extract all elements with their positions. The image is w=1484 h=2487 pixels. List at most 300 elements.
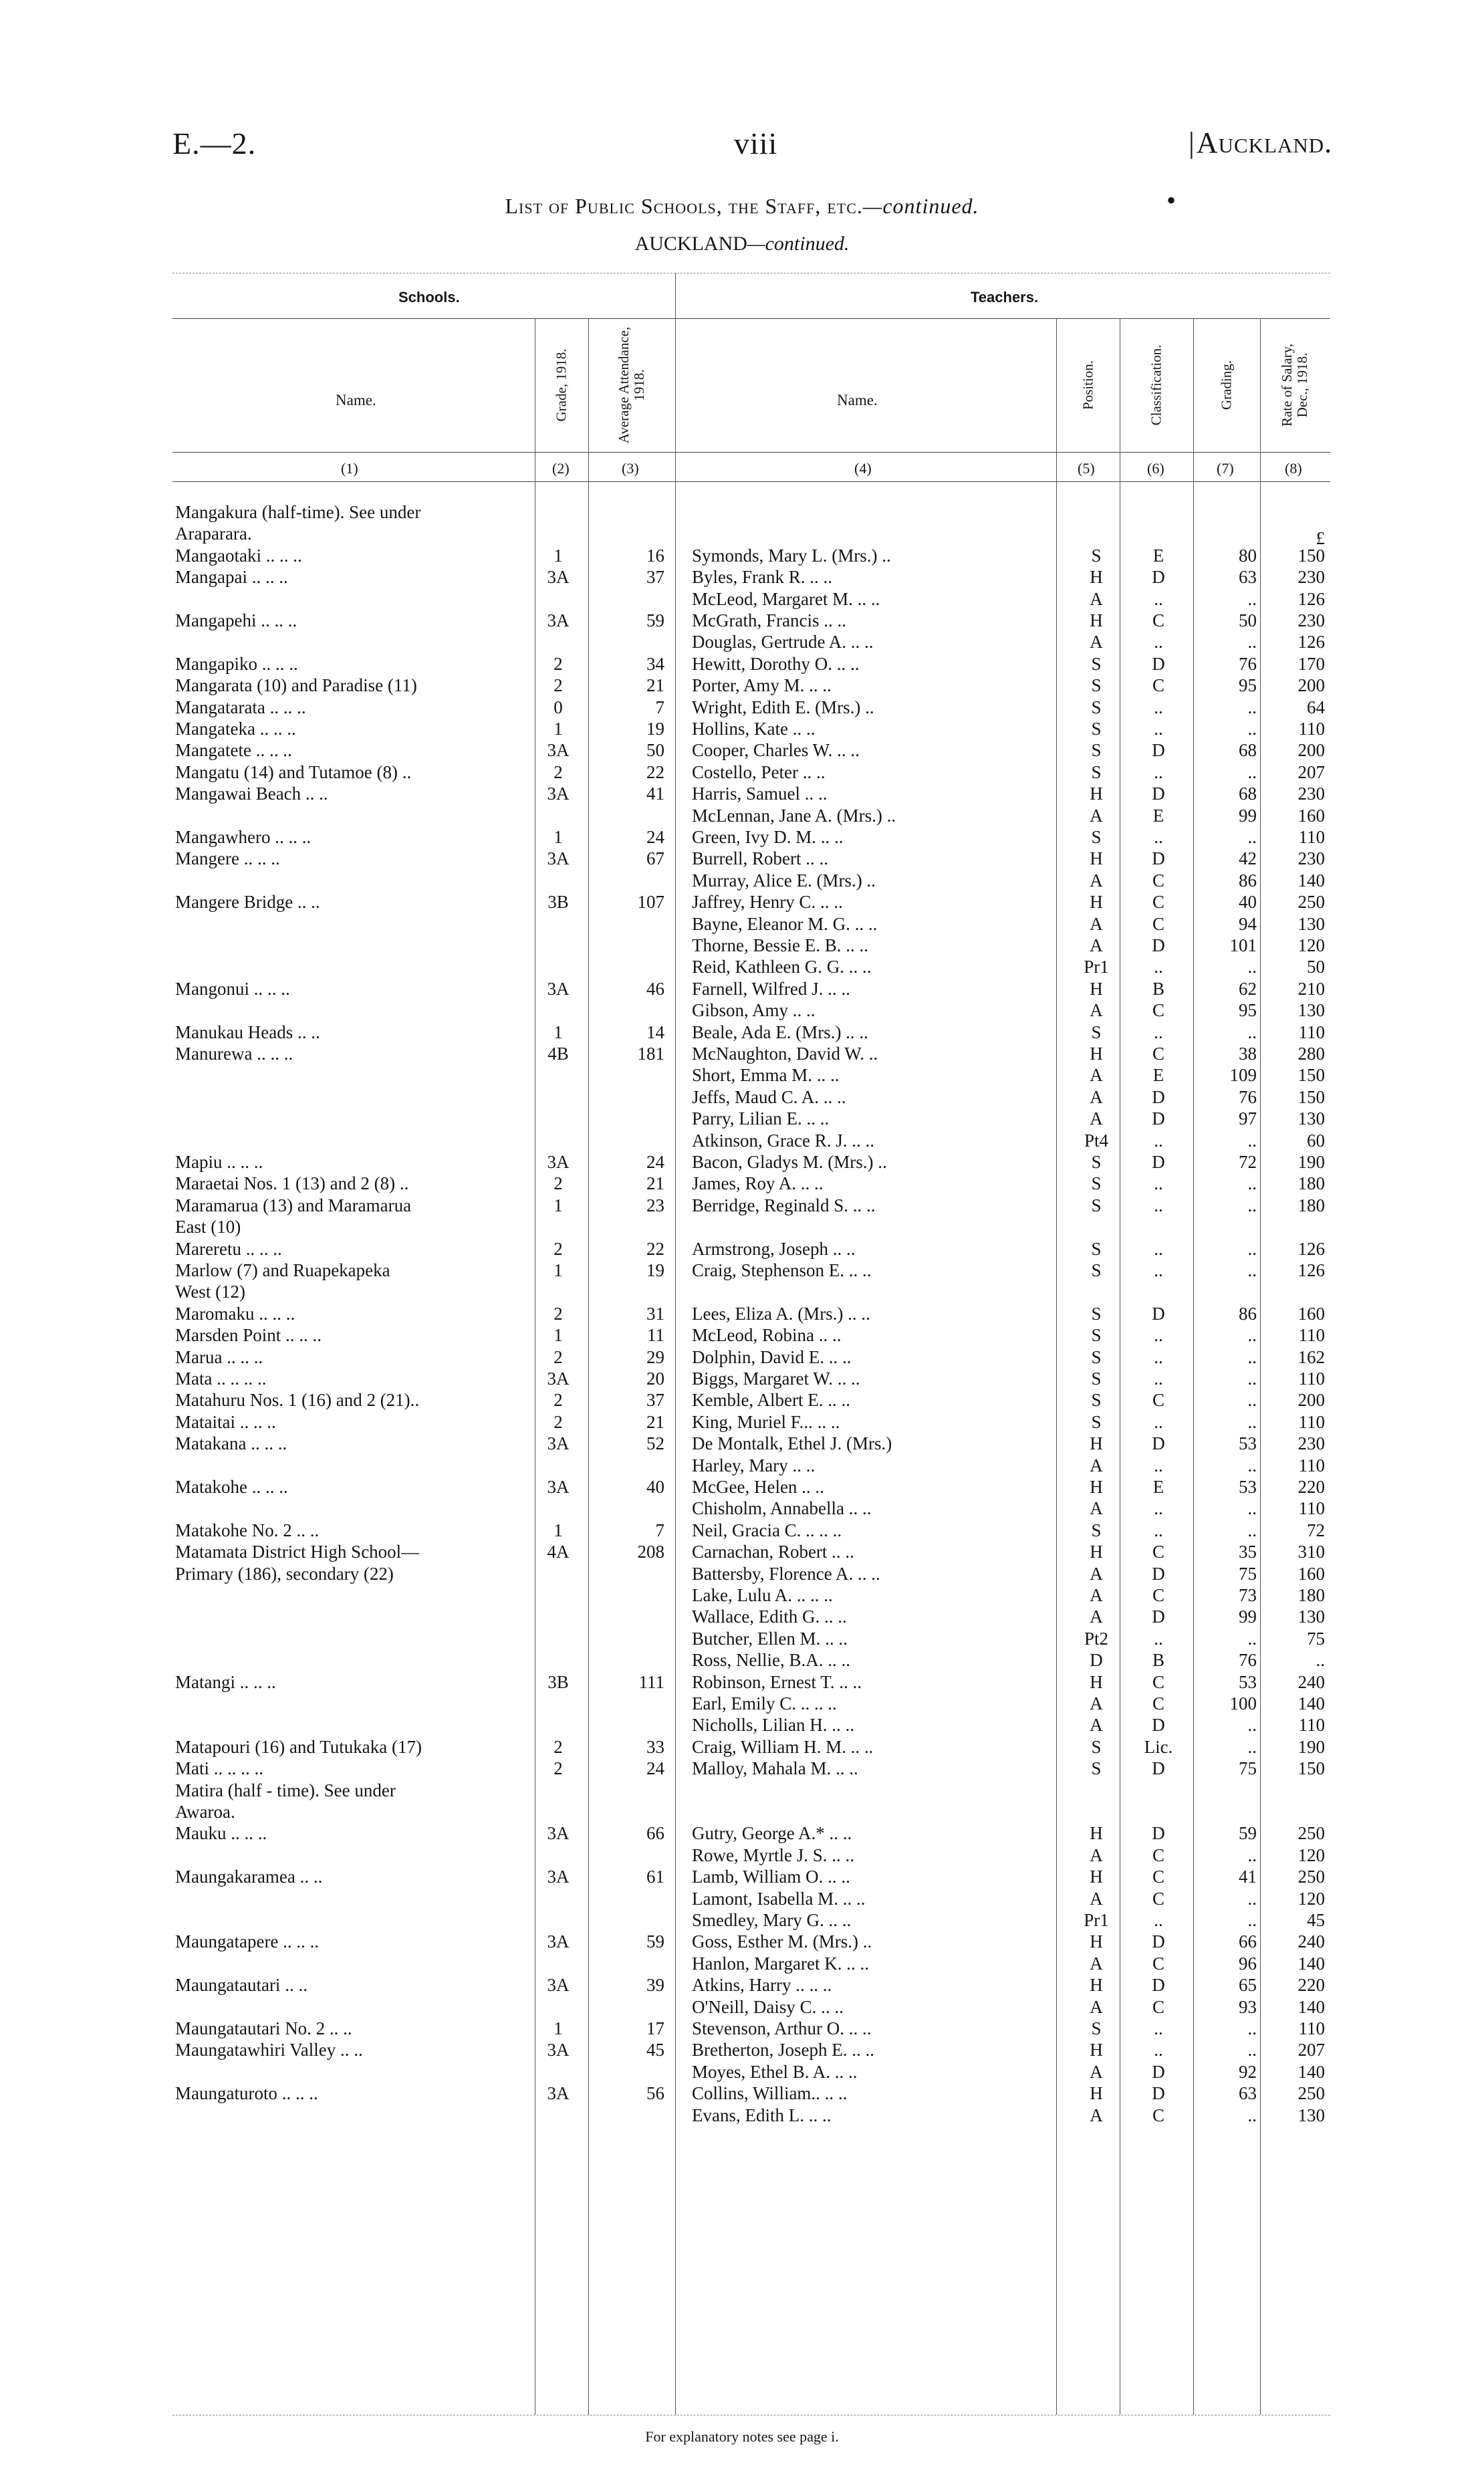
school-name: Matapouri (16) and Tutukaka (17) [175, 1736, 422, 1757]
position: S [1091, 675, 1102, 696]
teacher-name: Collins, William.. .. .. [692, 2083, 848, 2104]
salary: 120 [1297, 935, 1325, 955]
school-name: Marua .. .. .. [175, 1346, 263, 1367]
classification: B [1152, 978, 1164, 999]
salary: 250 [1297, 2083, 1325, 2104]
teacher-name: Bretherton, Joseph E. .. .. [692, 2040, 874, 2060]
teacher-name: McGee, Helen .. .. [692, 1477, 824, 1497]
table-row [0, 567, 1484, 587]
teacher-name: Byles, Frank R. .. .. [692, 567, 833, 588]
salary: 180 [1297, 1585, 1325, 1605]
grading: 41 [1239, 1867, 1257, 1887]
position: A [1090, 1498, 1103, 1519]
attendance: 31 [646, 1303, 664, 1324]
subtitle-main: AUCKLAND [634, 233, 747, 255]
teacher-name: Lees, Eliza A. (Mrs.) .. .. [692, 1303, 870, 1324]
teacher-name: Stevenson, Arthur O. .. .. [692, 2018, 872, 2038]
column-number: (7) [1217, 460, 1234, 477]
school-name: Mati .. .. .. .. [175, 1758, 263, 1779]
school-name: West (12) [175, 1282, 246, 1302]
position: S [1091, 1173, 1102, 1194]
grade: 2 [553, 1346, 563, 1367]
classification: C [1152, 1044, 1164, 1064]
column-number: (8) [1285, 460, 1302, 477]
salary: 60 [1307, 1130, 1325, 1151]
table-row [0, 1022, 1484, 1042]
salary: 207 [1297, 761, 1325, 782]
classification: C [1152, 1585, 1164, 1605]
grading: .. [1247, 1260, 1257, 1280]
school-name: Mangawhero .. .. .. [175, 827, 312, 847]
classification: D [1152, 848, 1165, 869]
position: S [1091, 1238, 1102, 1259]
attendance-header: Average Attendance, 1918. [616, 326, 647, 444]
table-row [0, 806, 1484, 826]
attendance: 22 [646, 1238, 664, 1259]
salary: 160 [1297, 805, 1325, 826]
grading: 65 [1239, 1975, 1257, 1996]
classification: C [1152, 1000, 1164, 1021]
school-name: Mangakura (half-time). See under [175, 502, 421, 522]
school-name-header: Name. [336, 392, 376, 408]
schools-group-header: Schools. [398, 289, 460, 306]
grading: 93 [1239, 1996, 1257, 2017]
attendance: 181 [637, 1044, 664, 1064]
table-row [0, 1477, 1484, 1497]
school-name: Maungatautari .. .. [175, 1975, 307, 1996]
grading: 50 [1239, 610, 1257, 630]
attendance: 40 [646, 1477, 664, 1497]
grading: 68 [1239, 740, 1257, 761]
school-name: Maungaturoto .. .. .. [175, 2083, 318, 2104]
salary: 72 [1307, 1520, 1325, 1540]
teacher-name: Malloy, Mahala M. .. .. [692, 1758, 858, 1779]
position: H [1090, 2083, 1103, 2104]
grading: .. [1247, 2018, 1257, 2038]
grade: 2 [553, 1303, 563, 1324]
salary: 120 [1297, 1888, 1325, 1909]
salary: .. [1316, 1650, 1325, 1671]
table-row [0, 675, 1484, 695]
classification: C [1152, 1693, 1164, 1713]
grading: 35 [1239, 1542, 1257, 1562]
attendance: 111 [638, 1671, 664, 1692]
classification: .. [1154, 632, 1163, 653]
grade: 3A [547, 1975, 570, 1996]
attendance: 67 [646, 848, 664, 869]
classification: .. [1154, 1195, 1163, 1215]
table-row [0, 1260, 1484, 1280]
teacher-name: Craig, Stephenson E. .. .. [692, 1260, 872, 1280]
position: S [1091, 1520, 1102, 1540]
grading: 72 [1239, 1152, 1257, 1172]
position: Pt2 [1084, 1628, 1109, 1649]
school-name: Mapiu .. .. .. [175, 1152, 263, 1172]
position: A [1090, 870, 1103, 891]
bullet-mark: • [1166, 185, 1177, 215]
salary: 110 [1298, 1455, 1325, 1475]
classification: .. [1154, 827, 1163, 847]
grading: .. [1247, 1195, 1257, 1215]
salary: 207 [1297, 2040, 1325, 2060]
classification: E [1152, 805, 1164, 826]
teacher-name: Lamb, William O. .. .. [692, 1867, 850, 1887]
table-row [0, 1239, 1484, 1259]
grading: .. [1247, 1411, 1257, 1432]
teacher-name: Nicholls, Lilian H. .. .. [692, 1715, 854, 1736]
table-row [0, 1000, 1484, 1020]
school-name: Mangere Bridge .. .. [175, 892, 320, 913]
table-row [0, 654, 1484, 674]
attendance: 59 [646, 610, 664, 630]
table-row [0, 2105, 1484, 2125]
position: S [1091, 545, 1102, 566]
salary: 220 [1297, 1477, 1325, 1497]
table-row [0, 523, 1484, 544]
table-row [0, 870, 1484, 891]
grading: 86 [1239, 1303, 1257, 1324]
salary: 230 [1297, 610, 1325, 630]
classification: E [1152, 1477, 1164, 1497]
school-name: Mangapiko .. .. .. [175, 653, 298, 674]
salary: 140 [1297, 1996, 1325, 2017]
salary: 240 [1297, 1931, 1325, 1952]
school-name: Manukau Heads .. .. [175, 1022, 320, 1042]
school-name: Manurewa .. .. .. [175, 1044, 293, 1064]
classification: D [1152, 653, 1165, 674]
salary: 180 [1297, 1173, 1325, 1194]
attendance: 24 [646, 1758, 664, 1779]
attendance: 66 [646, 1823, 664, 1844]
teacher-name: Carnachan, Robert .. .. [692, 1542, 854, 1562]
salary: 190 [1297, 1152, 1325, 1172]
school-name: Mangateka .. .. .. [175, 719, 296, 739]
teacher-name: Gibson, Amy .. .. [692, 1000, 816, 1021]
school-name: Mangawai Beach .. .. [175, 784, 328, 804]
position: S [1091, 740, 1102, 761]
position: S [1091, 1390, 1102, 1411]
salary: 130 [1297, 913, 1325, 934]
position: A [1090, 1585, 1103, 1605]
position: H [1090, 1931, 1103, 1952]
attendance: 21 [646, 675, 664, 696]
attendance: 16 [646, 545, 664, 566]
grading: .. [1247, 1238, 1257, 1259]
grading: 40 [1239, 892, 1257, 913]
school-name: Marsden Point .. .. .. [175, 1325, 322, 1346]
teacher-name: Reid, Kathleen G. G. .. .. [692, 957, 872, 977]
classification: C [1152, 1867, 1164, 1887]
table-row [0, 1304, 1484, 1324]
classification: C [1152, 1542, 1164, 1562]
position: A [1090, 1108, 1103, 1129]
teacher-name: Rowe, Myrtle J. S. .. .. [692, 1845, 854, 1865]
position: A [1090, 805, 1103, 826]
grading: .. [1247, 1498, 1257, 1519]
position: H [1090, 1433, 1103, 1454]
grading: .. [1247, 1369, 1257, 1389]
table-row [0, 589, 1484, 609]
teacher-name-header: Name. [837, 392, 878, 408]
teacher-name: Atkinson, Grace R. J. .. .. [692, 1130, 874, 1151]
position: A [1090, 1845, 1103, 1865]
grading: .. [1247, 1022, 1257, 1042]
grade: 1 [553, 1520, 563, 1540]
grading: 63 [1239, 567, 1257, 588]
currency-symbol: £ [1316, 528, 1325, 548]
classification: .. [1154, 1022, 1163, 1042]
position: S [1091, 653, 1102, 674]
school-name: Matahuru Nos. 1 (16) and 2 (21).. [175, 1390, 420, 1411]
grade: 3A [547, 1433, 570, 1454]
school-name: Mataitai .. .. .. [175, 1411, 276, 1432]
table-row [0, 1780, 1484, 1800]
teacher-name: Wright, Edith E. (Mrs.) .. [692, 697, 874, 717]
table-row [0, 1672, 1484, 1692]
grading: 68 [1239, 784, 1257, 804]
attendance: 7 [655, 697, 664, 717]
table-row [0, 827, 1484, 847]
grade: 3A [547, 1931, 570, 1952]
position: A [1090, 935, 1103, 955]
table-row [0, 1433, 1484, 1453]
grading: .. [1247, 1845, 1257, 1865]
table-row [0, 546, 1484, 566]
grading: .. [1247, 2105, 1257, 2125]
attendance: 59 [646, 1931, 664, 1952]
table-row [0, 1931, 1484, 1951]
classification: .. [1154, 1238, 1163, 1259]
table-row [0, 632, 1484, 652]
grade: 4A [547, 1542, 570, 1562]
teacher-name: Lamont, Isabella M. .. .. [692, 1888, 866, 1909]
classification: .. [1154, 2040, 1163, 2060]
teacher-name: Jeffs, Maud C. A. .. .. [692, 1086, 846, 1107]
table-row [0, 1412, 1484, 1432]
attendance: 46 [646, 978, 664, 999]
salary: 140 [1297, 870, 1325, 891]
grading: 96 [1239, 1953, 1257, 1974]
grade: 0 [553, 697, 563, 717]
position: S [1091, 1346, 1102, 1367]
salary: 200 [1297, 675, 1325, 696]
table-row [0, 610, 1484, 630]
table-row [0, 1564, 1484, 1584]
grading: 109 [1229, 1065, 1257, 1086]
position: A [1090, 1086, 1103, 1107]
table-row [0, 1693, 1484, 1713]
teacher-name: Harley, Mary .. .. [692, 1455, 816, 1475]
grading: 76 [1239, 1086, 1257, 1107]
attendance: 41 [646, 784, 664, 804]
classification: .. [1154, 1520, 1163, 1540]
attendance: 45 [646, 2040, 664, 2060]
grading: .. [1247, 1520, 1257, 1540]
teacher-name: McLeod, Margaret M. .. .. [692, 588, 880, 609]
grading: .. [1247, 957, 1257, 977]
position: S [1091, 1758, 1102, 1779]
position: D [1090, 1650, 1103, 1671]
salary: 45 [1307, 1910, 1325, 1930]
table-row [0, 1369, 1484, 1389]
school-name: East (10) [175, 1217, 241, 1237]
salary: 130 [1297, 1000, 1325, 1021]
school-name: Matira (half - time). See under [175, 1780, 396, 1800]
table-row [0, 1542, 1484, 1562]
teacher-name: Farnell, Wilfred J. .. .. [692, 978, 850, 999]
position: A [1090, 1693, 1103, 1713]
grade: 3B [547, 892, 569, 913]
classification: C [1152, 892, 1164, 913]
attendance: 19 [646, 719, 664, 739]
position: S [1091, 1369, 1102, 1389]
school-name: Maungatapere .. .. .. [175, 1931, 320, 1952]
classification: C [1152, 913, 1164, 934]
table-row [0, 914, 1484, 934]
table-row [0, 2062, 1484, 2082]
running-header-right: | Auckland. [1189, 126, 1332, 160]
table-row [0, 1867, 1484, 1887]
teacher-name: Cooper, Charles W. .. .. [692, 740, 860, 761]
grade-header: Grade, 1918. [553, 348, 570, 422]
position: H [1090, 784, 1103, 804]
teacher-name: O'Neill, Daisy C. .. .. [692, 1996, 844, 2017]
classification: D [1152, 1931, 1165, 1952]
table-row [0, 1108, 1484, 1129]
grading: .. [1247, 761, 1257, 782]
teacher-name: Moyes, Ethel B. A. .. .. [692, 2061, 858, 2082]
table-row [0, 1629, 1484, 1649]
classification: D [1152, 784, 1165, 804]
classification: D [1152, 1303, 1165, 1324]
salary: 110 [1298, 1498, 1325, 1519]
grading: 63 [1239, 2083, 1257, 2104]
table-row [0, 1131, 1484, 1151]
position: H [1090, 1975, 1103, 1996]
grade: 2 [553, 675, 563, 696]
teacher-name: Green, Ivy D. M. .. .. [692, 827, 844, 847]
table-row [0, 1152, 1484, 1172]
attendance: 52 [646, 1433, 664, 1454]
column-number: (6) [1147, 460, 1164, 477]
grading: 75 [1239, 1563, 1257, 1584]
salary: 200 [1297, 1390, 1325, 1411]
grading: .. [1247, 632, 1257, 653]
classification: C [1152, 1888, 1164, 1909]
classification: .. [1154, 1173, 1163, 1194]
teacher-name: Smedley, Mary G. .. .. [692, 1910, 852, 1930]
salary: 126 [1297, 632, 1325, 653]
classification: .. [1154, 1325, 1163, 1346]
classification: E [1152, 1065, 1164, 1086]
attendance: 24 [646, 827, 664, 847]
position: A [1090, 1953, 1103, 1974]
teacher-name: McNaughton, David W. .. [692, 1044, 878, 1064]
grading: .. [1247, 588, 1257, 609]
classification: .. [1154, 1411, 1163, 1432]
position: S [1091, 761, 1102, 782]
salary: 110 [1298, 827, 1325, 847]
grading: 101 [1229, 935, 1257, 955]
teacher-name: Ross, Nellie, B.A. .. .. [692, 1650, 851, 1671]
grade: 2 [553, 1758, 563, 1779]
table-row [0, 1823, 1484, 1843]
classification: D [1152, 1758, 1165, 1779]
school-name: Mangatete .. .. .. [175, 740, 292, 761]
grading: .. [1247, 1736, 1257, 1757]
school-name: Maramarua (13) and Maramarua [175, 1195, 412, 1215]
table-row [0, 1715, 1484, 1735]
grade: 2 [553, 1238, 563, 1259]
attendance: 11 [647, 1325, 664, 1346]
teacher-name: Hewitt, Dorothy O. .. .. [692, 653, 860, 674]
position: A [1090, 2061, 1103, 2082]
grading: .. [1247, 1390, 1257, 1411]
salary: 200 [1297, 740, 1325, 761]
grading: 76 [1239, 653, 1257, 674]
salary: 180 [1297, 1195, 1325, 1215]
salary: 160 [1297, 1303, 1325, 1324]
table-row [0, 935, 1484, 955]
position: A [1090, 1065, 1103, 1086]
salary: 150 [1297, 1086, 1325, 1107]
grade: 3A [547, 1867, 570, 1887]
attendance: 37 [646, 1390, 664, 1411]
salary: 126 [1297, 1260, 1325, 1280]
running-header-left: E.—2. [172, 126, 257, 160]
school-name: Primary (186), secondary (22) [175, 1563, 394, 1584]
table-row [0, 1845, 1484, 1865]
position: S [1091, 1736, 1102, 1757]
classification: D [1152, 1152, 1165, 1172]
grading: 75 [1239, 1758, 1257, 1779]
teacher-name: King, Muriel F... .. .. [692, 1411, 840, 1432]
attendance: 20 [646, 1369, 664, 1389]
position: A [1090, 632, 1103, 653]
salary: 110 [1298, 1411, 1325, 1432]
classification: .. [1154, 1346, 1163, 1367]
salary: 64 [1307, 697, 1325, 717]
salary: 126 [1297, 588, 1325, 609]
table-row [0, 1282, 1484, 1302]
table-row [0, 979, 1484, 999]
position: A [1090, 2105, 1103, 2125]
position: H [1090, 2040, 1103, 2060]
attendance: 37 [646, 567, 664, 588]
salary: 310 [1297, 1542, 1325, 1562]
grading: .. [1247, 2040, 1257, 2060]
school-name: Maungatawhiri Valley .. .. [175, 2040, 363, 2060]
teacher-name: Atkins, Harry .. .. .. [692, 1975, 832, 1996]
subtitle-suffix: —continued. [747, 233, 850, 255]
position: H [1090, 1867, 1103, 1887]
teacher-name: Evans, Edith L. .. .. [692, 2105, 832, 2125]
position: H [1090, 610, 1103, 630]
teacher-name: Porter, Amy M. .. .. [692, 675, 832, 696]
title-main: List of Public Schools, the Staff, etc. [505, 194, 863, 218]
classification: D [1152, 2083, 1165, 2104]
grading: .. [1247, 1173, 1257, 1194]
salary: 150 [1297, 545, 1325, 566]
grading: .. [1247, 1325, 1257, 1346]
classification: .. [1154, 2018, 1163, 2038]
teacher-name: Bayne, Eleanor M. G. .. .. [692, 913, 878, 934]
salary: 110 [1298, 1369, 1325, 1389]
classification: Lic. [1144, 1736, 1173, 1757]
teacher-name: McLennan, Jane A. (Mrs.) .. [692, 805, 896, 826]
position: S [1091, 2018, 1102, 2038]
position: H [1090, 1477, 1103, 1497]
